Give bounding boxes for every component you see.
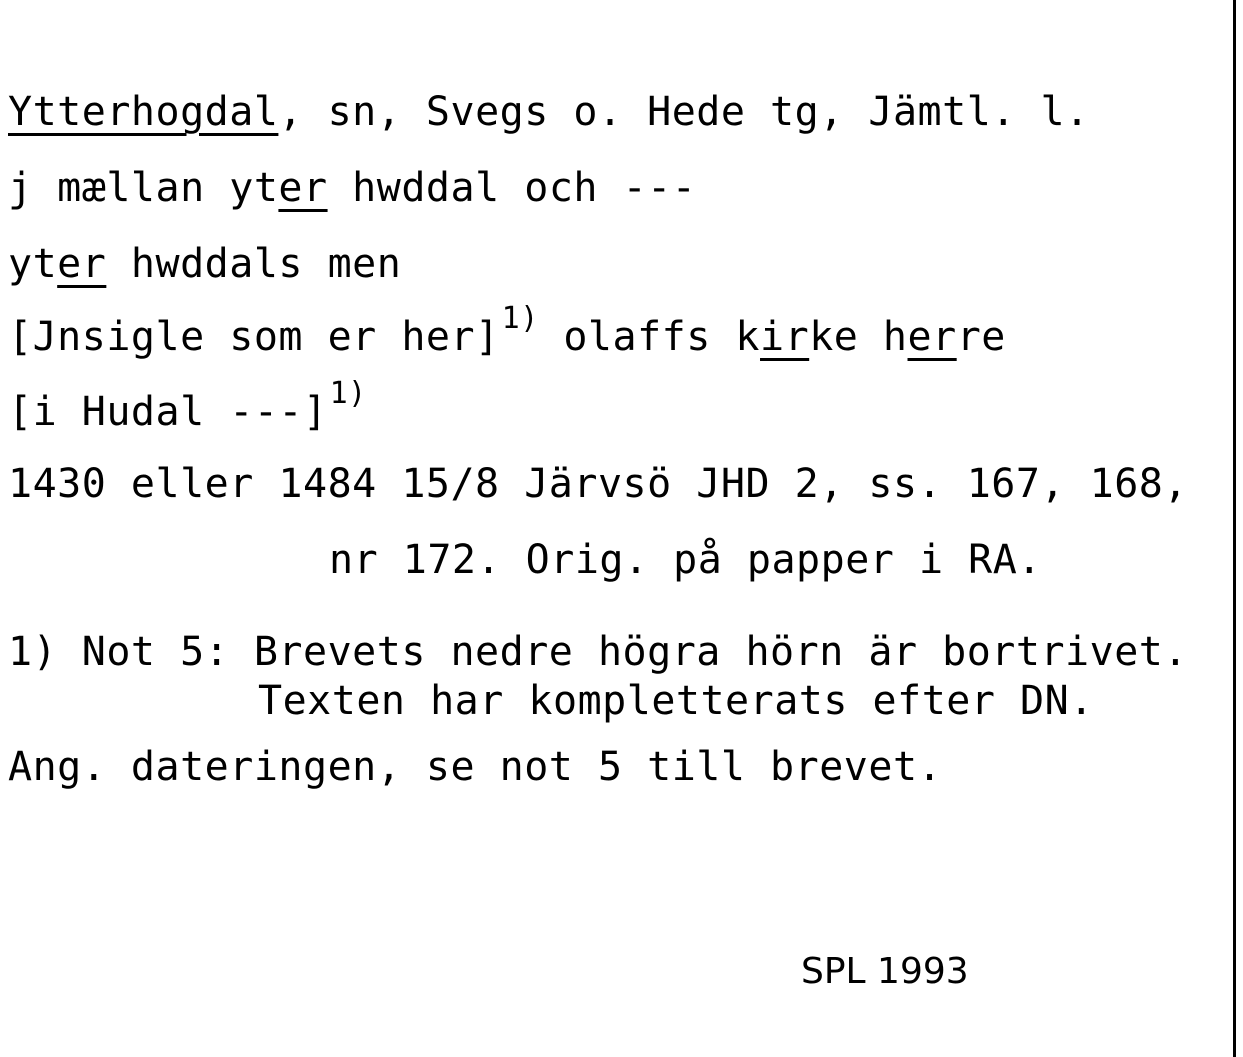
quote-text: hwddal och --- bbox=[327, 165, 697, 211]
quote-underlined: er bbox=[278, 165, 328, 211]
quote-line-4 bbox=[8, 376, 367, 439]
footnote-marker: 1) bbox=[501, 301, 539, 336]
quote-text: re bbox=[956, 314, 1006, 360]
note-2: Ang. dateringen, se not 5 till brevet. bbox=[8, 744, 943, 790]
place-description: , sn, Svegs o. Hede tg, Jämtl. l. bbox=[278, 89, 1090, 135]
quote-text: ke h bbox=[809, 314, 908, 360]
place-name: Ytterhogdal bbox=[8, 89, 279, 135]
quote-underlined: er bbox=[57, 241, 107, 287]
signature: SPL 1993 bbox=[801, 951, 969, 992]
quote-text: hwddals men bbox=[106, 241, 402, 287]
quote-text: yt bbox=[8, 241, 58, 287]
note-1-line-1: 1) Not 5: Brevets nedre högra hörn är bortrivet. bbox=[8, 629, 1188, 675]
quote-line-1 bbox=[8, 165, 696, 211]
quote-underlined: ir bbox=[760, 314, 810, 360]
date-line: 1430 eller 1484 15/8 Järvsö JHD 2, ss. 167, 168, bbox=[8, 461, 1188, 507]
quote-text: [Jnsigle som er her] bbox=[8, 314, 500, 360]
quote-text: j mællan yt bbox=[8, 165, 279, 211]
quote-underlined: er bbox=[907, 314, 957, 360]
quote-text: [i Hudal ---] bbox=[8, 389, 328, 435]
quote-line-3 bbox=[8, 301, 1006, 364]
footnote-marker: 1) bbox=[329, 376, 367, 411]
note-1-line-2: Texten har kompletterats efter DN. bbox=[258, 678, 1094, 724]
reference-line: nr 172. Orig. på papper i RA. bbox=[329, 537, 1042, 583]
card-edge-line bbox=[1233, 0, 1236, 1057]
quote-text: olaffs k bbox=[538, 314, 761, 360]
heading-line bbox=[8, 89, 1090, 135]
quote-line-2 bbox=[8, 241, 401, 287]
